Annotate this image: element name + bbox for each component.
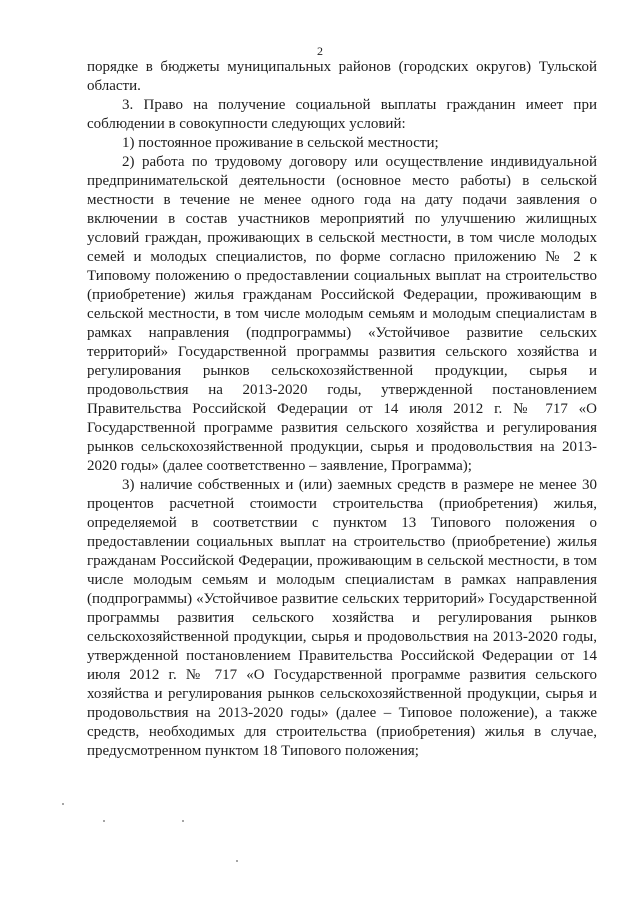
scan-speck [62, 803, 64, 805]
page-number: 2 [317, 44, 323, 58]
scan-speck [236, 860, 238, 862]
scan-speck [182, 820, 184, 822]
scan-speck [103, 820, 105, 822]
list-item-condition-2: 2) работа по трудовому договору или осуществление индивидуальной предпринимательской деятельности (основное место работы) в сельской местности в течение не менее одного года на дату подачи заявления о включении в состав участников мероприятий по улучшению жилищных условий граждан, проживающих в сельской местности, в том числе молодых семей и молодых специалистов, по форме согласно приложению № 2 к Типовому положению о предоставлении социальных выплат на строительство (приобретение) жилья гражданам Российской Федерации, проживающим в сельской местности, в том числе молодым семьям и молодым специалистам в рамках направления (подпрограммы) «Устойчивое развитие сельских территорий» Государственной программы развития сельского хозяйства и регулирования рынков сельскохозяйственной продукции, сырья и продовольствия на 2013-2020 годы, утвержденной постановлением Правительства Российской Федерации от 14 июля 2012 г. № 717 «О Государственной программе развития сельского хозяйства и регулирования рынков сельскохозяйственной продукции, сырья и продовольствия на 2013-2020 годы» (далее соответственно – заявление, Программа); [87, 154, 597, 474]
paragraph-continuation: порядке в бюджеты муниципальных районов (городских округов) Тульской области. [87, 59, 597, 94]
list-item-condition-3: 3) наличие собственных и (или) заемных средств в размере не менее 30 процентов расчетной стоимости строительства (приобретения) жилья, определяемой в соответствии с пунктом 13 Типового положения о предоставлении социальных выплат на строительство (приобретение) жилья гражданам Российской Федерации, проживающим в сельской местности, в том числе молодым семьям и молодым специалистам в рамках направления (подпрограммы) «Устойчивое развитие сельских территорий» Государственной программы развития сельского хозяйства и регулирования рынков сельскохозяйственной продукции, сырья и продовольствия на 2013-2020 годы, утвержденной постановлением Правительства Российской Федерации от 14 июля 2012 г. № 717 «О Государственной программе развития сельского хозяйства и регулирования рынков сельскохозяйственной продукции, сырья и продовольствия на 2013-2020 годы» (далее – Типовое положение), а также средств, необходимых для строительства (приобретения) жилья в случае, предусмотренном пунктом 18 Типового положения; [87, 477, 597, 759]
paragraph-clause-3: 3. Право на получение социальной выплаты гражданин имеет при соблюдении в совокупности следующих условий: [87, 97, 597, 132]
document-body [87, 58, 597, 761]
list-item-condition-1: 1) постоянное проживание в сельской местности; [122, 135, 439, 151]
